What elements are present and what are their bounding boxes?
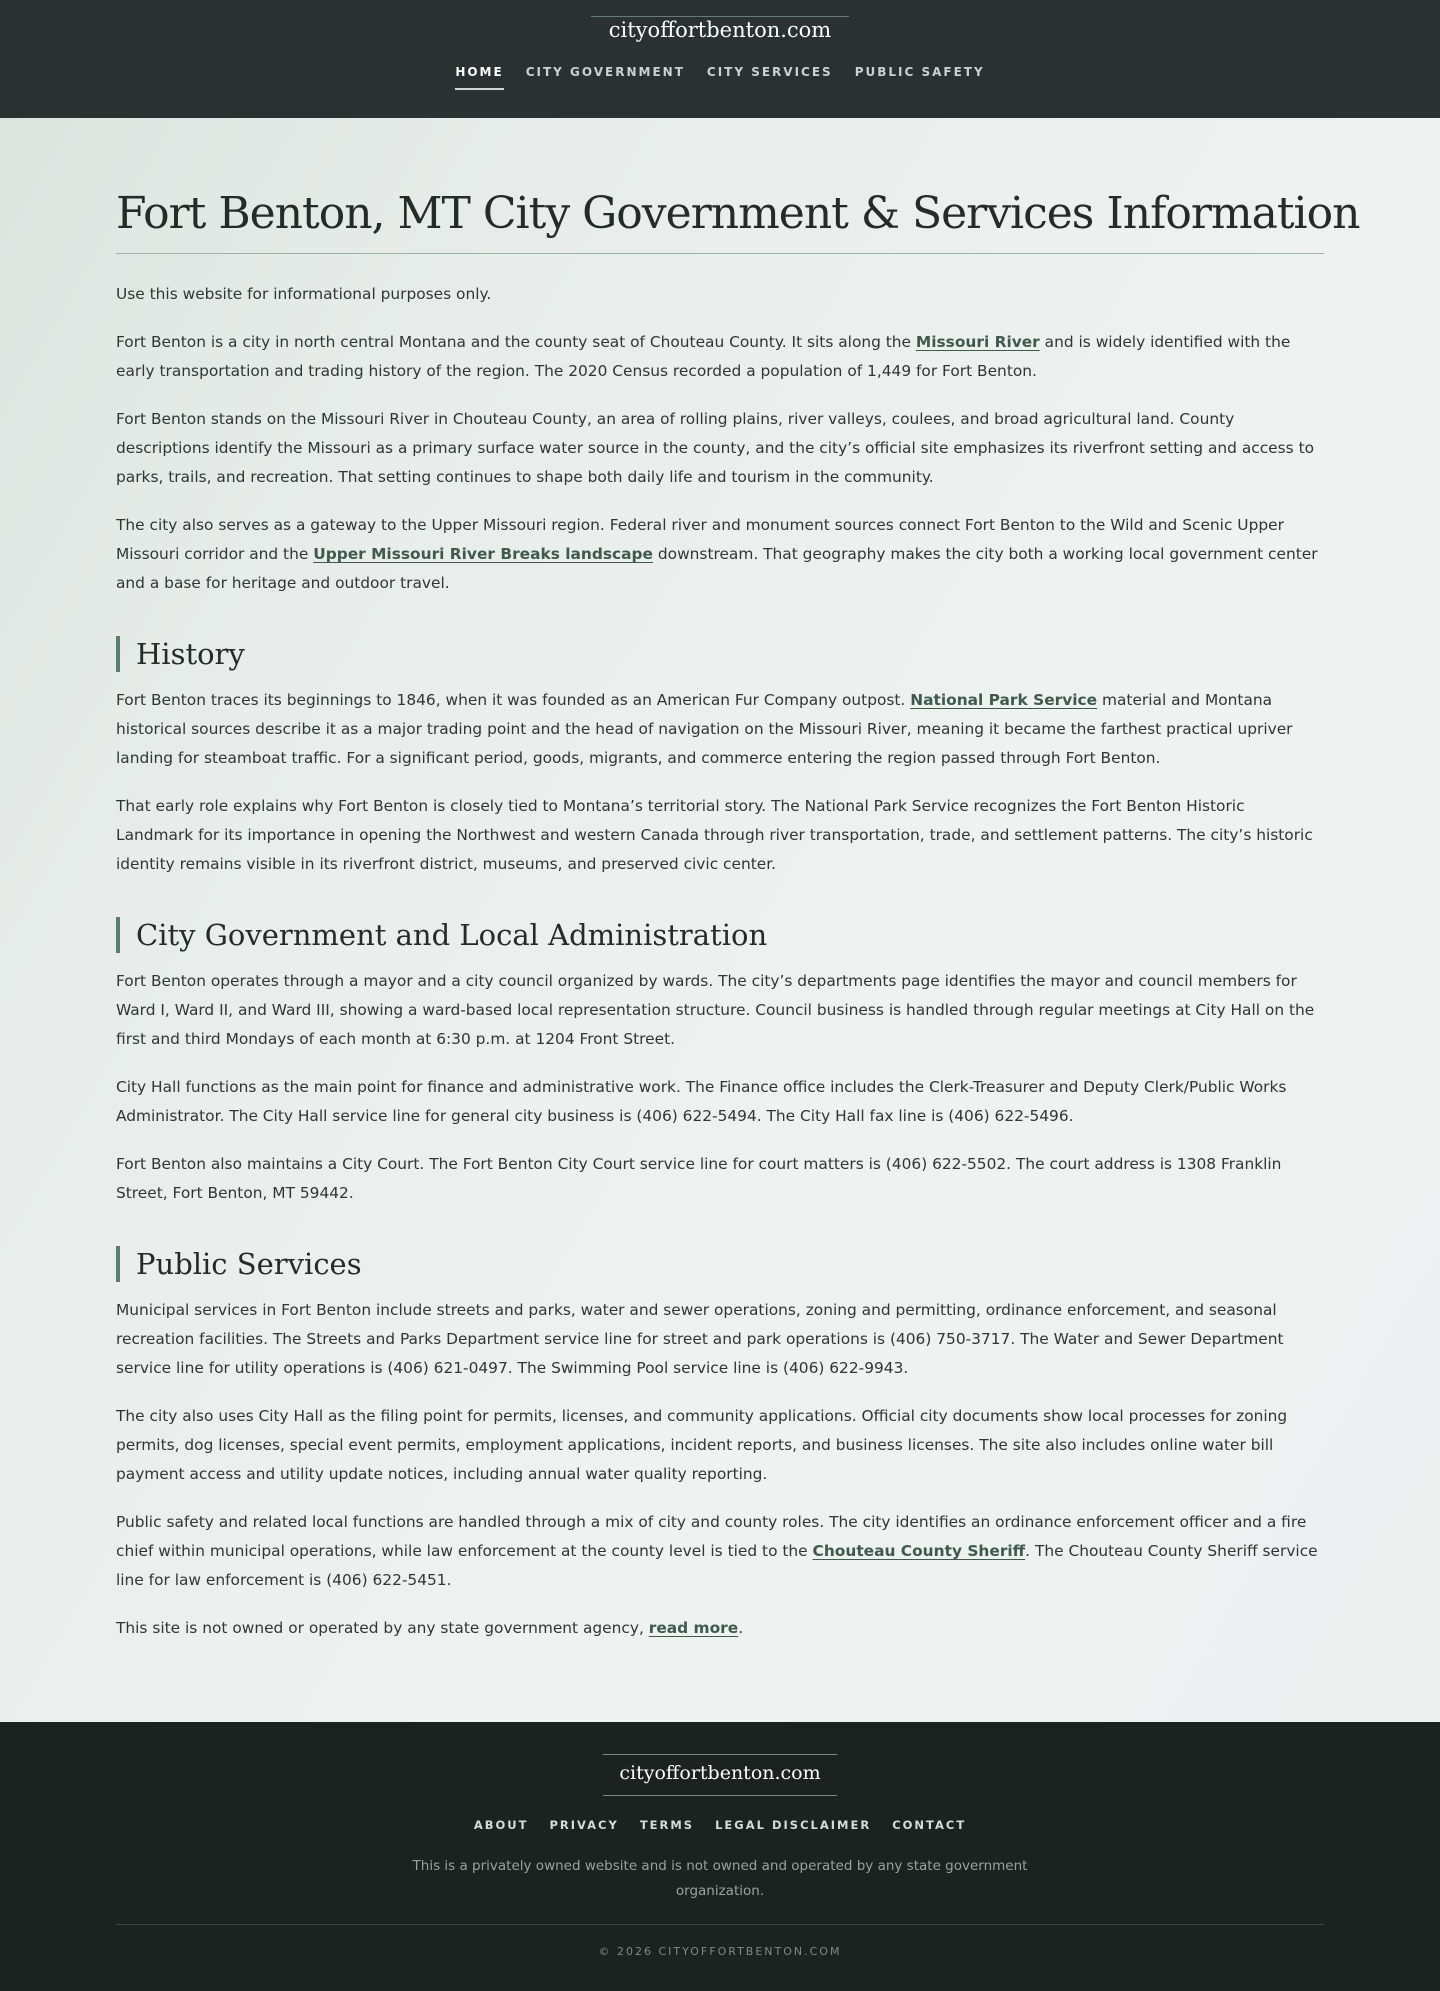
site-header [0,0,1440,118]
site-footer [0,1722,1440,1991]
upper-missouri-breaks-link[interactable]: Upper Missouri River Breaks landscape [313,545,653,563]
government-heading: City Government and Local Administration [116,917,1324,953]
text: . The Chouteau County Sheriff service line for law enforcement is (406) 622-5451. [116,1542,1318,1589]
footer-link-privacy[interactable]: PRIVACY [549,1818,619,1832]
text: Fort Benton traces its beginnings to 1846, when it was founded as an American Fur Company outpost. [116,691,911,709]
footer-link-about[interactable]: ABOUT [473,1818,529,1832]
nav-city-services[interactable]: CITY SERVICES [706,65,833,79]
intro-paragraph [116,328,1324,386]
nav-public-safety[interactable]: PUBLIC SAFETY [854,65,985,79]
footer-link-legal-disclaimer[interactable]: LEGAL DISCLAIMER [715,1818,872,1832]
missouri-river-link[interactable]: Missouri River [915,333,1040,351]
footer-brand[interactable]: cityoffortbenton.com [603,1754,836,1796]
text: Public safety and related local functions are handled through a mix of city and county roles. The city identifies an ordinance enforcement officer and a fire chief within municipal operations, while law enforcement at the county level is tied to the [116,1513,1307,1560]
page-title: Fort Benton, MT City Government & Services Information [116,188,1324,254]
text: Fort Benton is a city in north central Montana and the county seat of Chouteau County. It sits along the [116,333,916,351]
footer-divider [116,1924,1324,1925]
chouteau-county-sheriff-link[interactable]: Chouteau County Sheriff [812,1542,1026,1560]
services-paragraph: The city also uses City Hall as the filing point for permits, licenses, and community applications. Official city documents show local processes for zoning permits, dog licenses, special event permits, employment applications, incident reports, and business licenses. The site also includes online water bill payment access and utility update notices, including annual water quality reporting. [116,1407,1288,1483]
intro-paragraph [116,511,1324,598]
text: . [738,1619,744,1637]
read-more-link[interactable]: read more [648,1619,739,1637]
history-paragraph: That early role explains why Fort Benton is closely tied to Montana’s territorial story. The National Park Service recognizes the Fort Benton Historic Landmark for its importance in opening the Northwest and western Canada through river transportation, trade, and settlement patterns. The city’s historic identity remains visible in its riverfront district, museums, and preserved civic center. [116,797,1313,873]
services-paragraph: Municipal services in Fort Benton include streets and parks, water and sewer operations, zoning and permitting, ordinance enforcement, and seasonal recreation facilities. The Streets and Parks Department service line for street and park operations is (406) 750-3717. The Water and Sewer Department service line for utility operations is (406) 621-0497. The Swimming Pool service line is (406) 622-9943. [116,1301,1284,1377]
services-paragraph [116,1508,1324,1595]
services-heading: Public Services [116,1246,1324,1282]
text: The city also serves as a gateway to the Upper Missouri region. Federal river and monument sources connect Fort Benton to the Wild and Scenic Upper Missouri corridor and the [116,516,1284,563]
text: This site is not owned or operated by any state government agency, [116,1619,649,1637]
text: and is widely identified with the early transportation and trading history of the region. The 2020 Census recorded a population of 1,449 for Fort Benton. [116,333,1291,380]
ownership-disclaimer [116,1614,1324,1643]
text: downstream. That geography makes the city both a working local government center and a base for heritage and outdoor travel. [116,545,1318,592]
footer-note: This is a privately owned website and is not owned and operated by any state government organization. [412,1858,1028,1899]
government-paragraph: Fort Benton operates through a mayor and a city council organized by wards. The city’s departments page identifies the mayor and council members for Ward I, Ward II, and Ward III, showing a ward-based local representation structure. Council business is handled through regular meetings at City Hall on the first and third Mondays of each month at 6:30 p.m. at 1204 Front Street. [116,972,1315,1048]
footer-link-terms[interactable]: TERMS [639,1818,695,1832]
government-paragraph: Fort Benton also maintains a City Court. The Fort Benton City Court service line for court matters is (406) 622-5502. The court address is 1308 Franklin Street, Fort Benton, MT 59442. [116,1155,1282,1202]
government-paragraph: City Hall functions as the main point for finance and administrative work. The Finance office includes the Clerk-Treasurer and Deputy Clerk/Public Works Administrator. The City Hall service line for general city business is (406) 622-5494. The City Hall fax line is (406) 622-5496. [116,1078,1287,1125]
intro-disclaimer: Use this website for informational purposes only. [116,285,492,303]
main-nav [0,65,1440,90]
site-brand[interactable]: cityoffortbenton.com [591,16,849,47]
footer-link-contact[interactable]: CONTACT [892,1818,967,1832]
history-paragraph [116,686,1324,773]
history-heading: History [116,636,1324,672]
copyright: © 2026 CITYOFFORTBENTON.COM [598,1945,842,1958]
nav-city-government[interactable]: CITY GOVERNMENT [525,65,685,79]
text: material and Montana historical sources describe it as a major trading point and the head of navigation on the Missouri River, meaning it became the farthest practical upriver landing for steamboat traffic. For a significant period, goods, migrants, and commerce entering the region passed through Fort Benton. [116,691,1293,767]
nav-home[interactable]: HOME [455,65,503,90]
footer-nav [0,1818,1440,1832]
national-park-service-link[interactable]: National Park Service [910,691,1098,709]
intro-paragraph: Fort Benton stands on the Missouri River in Chouteau County, an area of rolling plains, river valleys, coulees, and broad agricultural land. County descriptions identify the Missouri as a primary surface water source in the county, and the city’s official site emphasizes its riverfront setting and access to parks, trails, and recreation. That setting continues to shape both daily life and tourism in the community. [116,410,1315,486]
main-content [0,118,1440,1722]
